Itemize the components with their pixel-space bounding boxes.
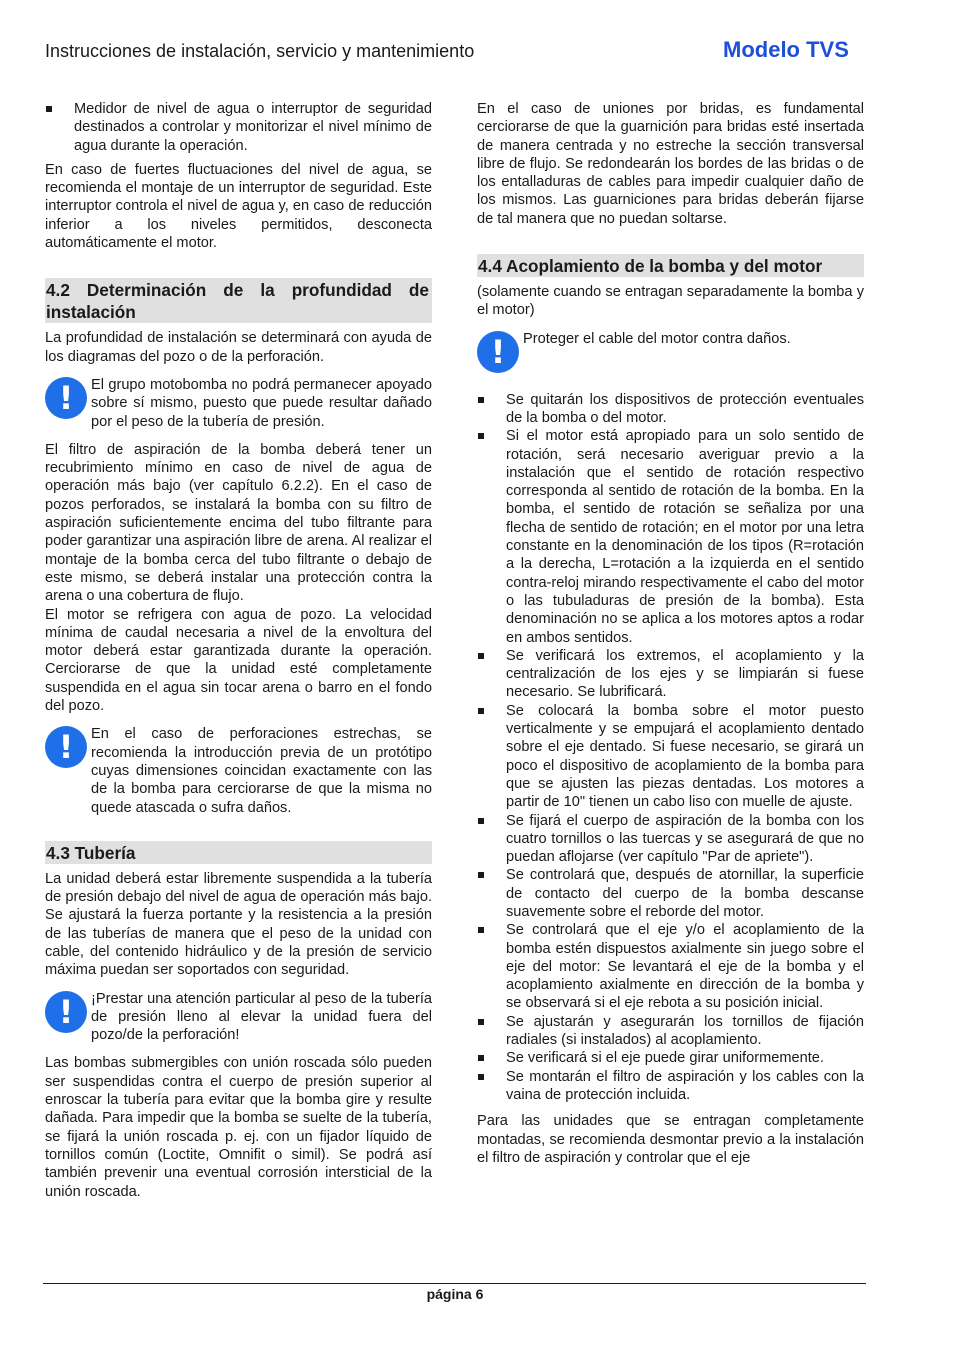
paragraph-final: Para las unidades que se entragan completamente montadas, se recomienda desmontar previo a la instalación el filtro de aspiración y controlar que el eje	[477, 1113, 864, 1166]
intro-bullet-list	[45, 100, 432, 155]
warning-note	[477, 330, 864, 373]
warning-note	[45, 376, 432, 431]
list-item: Se quitarán los dispositivos de protección eventuales de la bomba o del motor.	[477, 391, 864, 428]
list-item: Se controlará que, después de atornillar, la superficie de contacto del cuerpo de la bomba descanse suavemente sobre el reborde del motor.	[477, 866, 864, 921]
exclamation-icon: !	[45, 991, 87, 1033]
footer-divider	[43, 1283, 866, 1284]
list-item: Se ajustarán y asegurarán los tornillos de fijación radiales (si instalados) al acoplamiento.	[477, 1013, 864, 1050]
list-item: Se verificará los extremos, el acoplamiento y la centralización de los ejes y se limpiarán si fuese necesario. Se lubrificará.	[477, 647, 864, 702]
list-item: Se verificará si el eje puede girar uniformemente.	[477, 1049, 864, 1067]
list-item: Se montarán el filtro de aspiración y los cables con la vaina de protección incluida.	[477, 1068, 864, 1105]
warning-note-text: Proteger el cable del motor contra daños.	[523, 330, 791, 347]
warning-note-text: ¡Prestar una atención particular al peso de la tubería de presión lleno al elevar la unidad fuera del pozo/de la perforación!	[91, 990, 432, 1044]
list-item: Medidor de nivel de agua o interruptor de seguridad destinados a controlar y monitorizar el nivel mínimo de agua durante la operación.	[45, 100, 432, 155]
paragraph: La unidad deberá estar libremente suspendida a la tubería de presión debajo del nivel de agua de operación más bajo. Se ajustará la fuerza portante y la resistencia a la presión de las tuberías de manera que el peso de la unidad con cable, del contenido hidráulico y de la presión de servicio máxima puedan ser soportados con seguridad.	[45, 870, 432, 979]
list-item: Si el motor está apropiado para un solo sentido de rotación, será necesario averiguar previo a la instalación que el sentido de rotación respectivo corresponda al sentido de rotación de la bomba. En la bomba, el sentido de rotación se señaliza por una flecha de sentido de rotación; en el motor por una letra constante en la denominación de los tipos (R=rotación a la derecha, L=rotación a la izquierda en el sentido contra-reloj mirando respectivamente el cabo del motor o las tubuladuras de presión de la bomba). Esta denominación no se aplica a los motores aptos a rodar en ambos sentidos.	[477, 427, 864, 647]
model-title: Modelo TVS	[723, 37, 849, 62]
section-4-3-title: 4.3 Tubería	[45, 841, 432, 864]
paragraph-fluctuations: En caso de fuertes fluctuaciones del nivel de agua, se recomienda el montaje de un interruptor de seguridad. Este interruptor controla el nivel de agua y, en caso de reducción inferior a los niveles permitidos, desconecta automáticamente el motor.	[45, 161, 432, 252]
page-number: página 6	[426, 1286, 484, 1302]
warning-note	[45, 990, 432, 1045]
section-subtitle: (solamente cuando se entragan separadamente la bomba y el motor)	[477, 284, 864, 319]
paragraph-flanges: En el caso de uniones por bridas, es fundamental cerciorarse de que la guarnición para bridas esté insertada de manera centrada y no estreche la sección transversal libre de flujo. Se redondearán los bordes de las bridas o de los entalladuras de cables para impedir cualquier daño de los mismos. Las guarniciones para bridas deberán fijarse de tal manera que no puedan soltarse.	[477, 101, 864, 227]
paragraph: Las bombas submergibles con unión roscada sólo pueden ser suspendidas contra el cuerpo de presión superior al enroscar la tubería para evitar que la bomba gire y resulte dañada. Para impedir que la bomba se suelte de la tubería, se fijará la unión roscada p. ej. con un fijador líquido de tornillos común (Loctite, Omnifit o simil). Se podrá así también prevenir una eventual corrosión intersticial de la unión roscada.	[45, 1055, 432, 1200]
exclamation-icon: !	[45, 377, 87, 419]
paragraph: El filtro de aspiración de la bomba deberá tener un recubrimiento mínimo en caso de nivel de agua de operación más bajo (ver capítulo 6.2.2). En el caso de pozos perforados, se instalará la bomba con su filtro de aspiración suficientemente encima del tubo filtrante para poder garantizar una aspiración libre de arena. Al realizar el montaje de la bomba cerca del tubo filtrante o debajo de este mismo, se deberá instalar una protección contra la arena o una cobertura de flujo.	[45, 441, 432, 605]
right-column	[477, 100, 864, 1167]
left-column	[45, 100, 432, 1201]
paragraph: La profundidad de instalación se determinará con ayuda de los diagramas del pozo o de la perforación.	[45, 330, 432, 365]
coupling-steps-list	[477, 391, 864, 1105]
section-4-2-title: 4.2 Determinación de la profundidad de instalación	[45, 278, 432, 323]
warning-note	[45, 725, 432, 816]
exclamation-icon: !	[477, 331, 519, 373]
list-item: Se colocará la bomba sobre el motor puesto verticalmente y se empujará el acoplamiento dentado sobre el eje dentado. Si fuese necesario, se girará un poco el dispositivo de acoplamiento de la bomba para que se ajusten las piezas dentadas. Los motores a partir de 10" tienen un cabo liso con muelle de ajuste.	[477, 702, 864, 812]
warning-note-text: En el caso de perforaciones estrechas, se recomienda la introducción previa de un protótipo cuyas dimensiones coincidan exactamente con las de la bomba para cerciorarse de que la misma no quede atascada o sufra daños.	[91, 726, 432, 816]
section-4-4-title: 4.4 Acoplamiento de la bomba y del motor	[477, 254, 864, 277]
exclamation-icon: !	[45, 726, 87, 768]
paragraph: El motor se refrigera con agua de pozo. La velocidad mínima de caudal necesaria a nivel de la envoltura del motor deberá estar garantizada durante la operación. Cerciorarse de que la unidad esté completamente suspendida en el agua sin tocar arena o barro en el fondo del pozo.	[45, 606, 432, 715]
warning-note-text: El grupo motobomba no podrá permanecer apoyado sobre sí mismo, puesto que puede resultar dañado por el peso de la tubería de presión.	[91, 376, 432, 430]
list-item: Se controlará que el eje y/o el acoplamiento de la bomba estén dispuestos axialmente sin juego sobre el eje del motor: Se levantará el eje de la bomba y el acoplamiento axialmente en dirección de la bomba y se observará si el eje rebota a su posición inicial.	[477, 921, 864, 1012]
document-header-title: Instrucciones de instalación, servicio y mantenimiento	[45, 41, 475, 61]
list-item: Se fijará el cuerpo de aspiración de la bomba con los cuatro tornillos o las tuercas y se asegurará de que no puedan aflojarse (ver capítulo "Par de apriete").	[477, 812, 864, 867]
